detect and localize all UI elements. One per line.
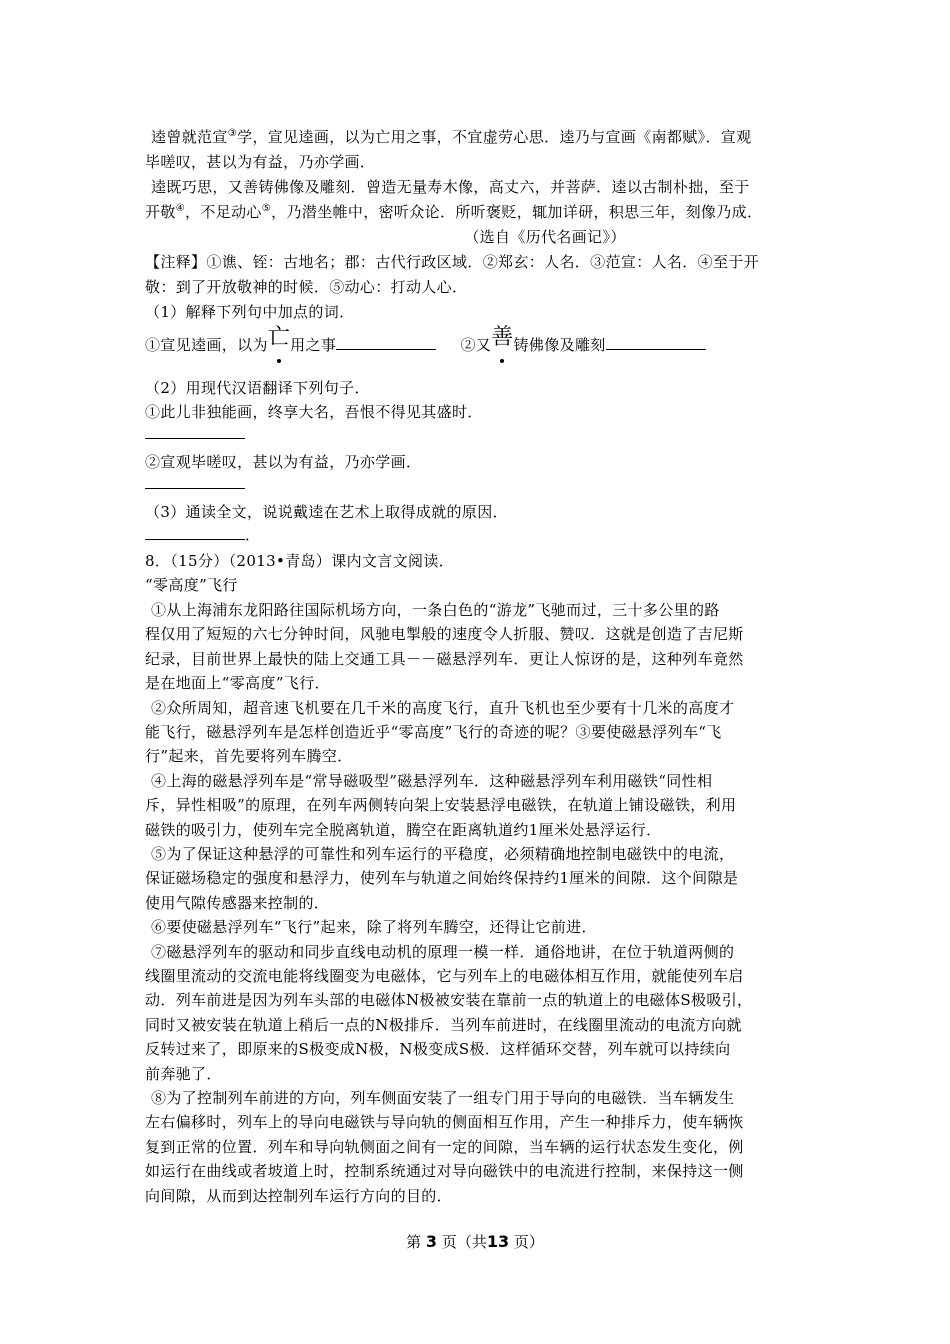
note-mark: ③ [227,128,238,139]
passage-line: 逵既巧思，又善铸佛像及雕刻．曾造无量寿木像，高丈六，并菩萨．逵以古制朴拙，至于 [151,178,750,196]
article-line: 动．列车前进是因为列车头部的电磁体N极被安装在靠前一点的轨道上的电磁体S极吸引， [145,991,753,1009]
article-line: 左右偏移时，列车上的导向电磁铁与导向轨的侧面相互作用，产生一种排斥力，使车辆恢 [145,1113,744,1131]
notes-line: 【注释】①谯、铚：古地名；郡：古代行政区域．②郑玄：人名．③范宣：人名．④至于开 [145,253,760,271]
answer-line[interactable] [145,488,245,489]
question-3-answer: ． [145,525,810,545]
article-line: 纪录，目前世界上最快的陆上交通工具－－磁悬浮列车．更让人惊讶的是，这种列车竟然 [145,650,744,668]
note-mark: ⑤ [261,203,272,214]
article-line: 反转过来了，即原来的S极变成N极，N极变成S极．这样循环交替，列车就可以持续向 [145,1040,731,1058]
article-line: 线圈里流动的交流电能将线圈变为电磁体，它与列车上的电磁体相互作用，就能使列车启 [145,967,744,985]
source-citation: （选自《历代名画记》） [464,228,626,246]
article-line: 是在地面上“零高度”飞行． [145,674,330,692]
article-line: 复到正常的位置．列车和导向轨侧面之间有一定的间隙，当车辆的运行状态发生变化，例 [145,1138,744,1156]
article-line: 如运行在曲线或者坡道上时，控制系统通过对导向磁铁中的电流进行控制，来保持这一侧 [145,1162,744,1180]
passage-line: 逵曾就范宣③学，宣见逵画，以为亡用之事，不宜虚劳心思．逵乃与宣画《南都赋》．宣观 [151,128,752,146]
note-mark: ④ [175,203,186,214]
page-total: 13 [486,1232,510,1251]
article-line: 向间隙，从而到达控制列车运行方向的目的． [145,1187,453,1205]
question-8-header: 8．（15分）（2013•青岛）课内文言文阅读． [145,552,455,570]
article-line: 能飞行，磁悬浮列车是怎样创造近乎“零高度”飞行的奇迹的呢？③要使磁悬浮列车“飞 [145,723,722,741]
page-number: 3 [425,1232,438,1251]
article-line: ⑤为了保证这种悬浮的可靠性和列车运行的平稳度，必须精确地控制电磁铁中的电流， [151,845,735,863]
question-1-label: （1）解释下列句中加点的词． [145,303,355,321]
translate-sentence-2: ②宣观毕嗟叹，甚以为有益，乃亦学画． [145,453,422,471]
answer-blank[interactable] [145,525,245,540]
notes-line: 敬：到了开放敬神的时候．⑤动心：打动人心． [145,278,468,296]
article-line: ④上海的磁悬浮列车是“常导磁吸型”磁悬浮列车．这种磁悬浮列车利用磁铁“同性相 [151,772,713,790]
passage-line: 开敬④，不足动心⑤，乃潜坐帷中，密听众论．所听褒贬，辄加详研，积思三年，刻像乃成． [145,203,763,221]
article-line: ⑦磁悬浮列车的驱动和同步直线电动机的原理一模一样．通俗地讲，在位于轨道两侧的 [151,943,735,961]
answer-blank[interactable] [336,335,436,350]
question-3-label: （3）通读全文，说说戴逵在艺术上取得成就的原因． [145,503,508,521]
article-line: 磁铁的吸引力，使列车完全脱离轨道，腾空在距离轨道约1厘米处悬浮运行． [145,821,662,839]
answer-line[interactable] [145,438,245,439]
passage-line: 毕嗟叹，甚以为有益，乃亦学画． [145,153,376,171]
question-1-items: ①宣见逵画，以为亡 用之事 ②又善 铸佛像及雕刻 [145,334,810,355]
article-line: ①从上海浦东龙阳路往国际机场方向，一条白色的“游龙”飞驰而过，三十多公里的路 [151,601,720,619]
article-line: 程仅用了短短的六七分钟时间，风驰电掣般的速度令人折服、赞叹．这就是创造了吉尼斯 [145,625,744,643]
article-line: 保证磁场稳定的强度和悬浮力，使列车与轨道之间始终保持约1厘米的间隙．这个间隙是 [145,869,739,887]
article-title: “零高度”飞行 [145,576,238,594]
answer-blank[interactable] [606,335,706,350]
article-line: 行”起来，首先要将列车腾空． [145,747,353,765]
article-line: 同时又被安装在轨道上稍后一点的N极排斥．当列车前进时，在线圈里流动的电流方向就 [145,1016,742,1034]
article-line: 斥，异性相吸”的原理，在列车两侧转向架上安装悬浮电磁铁，在轨道上铺设磁铁，利用 [145,796,737,814]
dotted-word: 亡 [268,334,290,355]
article-line: ②众所周知，超音速飞机要在几千米的高度飞行，直升飞机也至少要有十几米的高度才 [151,699,735,717]
dotted-word: 善 [491,334,513,355]
translate-sentence-1: ①此儿非独能画，终享大名，吾恨不得见其盛时． [145,403,483,421]
question-2-label: （2）用现代汉语翻译下列句子． [145,379,370,397]
article-line: 使用气隙传感器来控制的． [145,894,330,912]
article-line: 前奔驰了． [145,1065,222,1083]
article-line: ⑧为了控制列车前进的方向，列车侧面安装了一组专门用于导向的电磁铁．当车辆发生 [151,1089,735,1107]
page-footer: 第 3 页（共13 页） [406,1232,544,1251]
article-line: ⑥要使磁悬浮列车“飞行”起来，除了将列车腾空，还得让它前进． [151,918,597,936]
